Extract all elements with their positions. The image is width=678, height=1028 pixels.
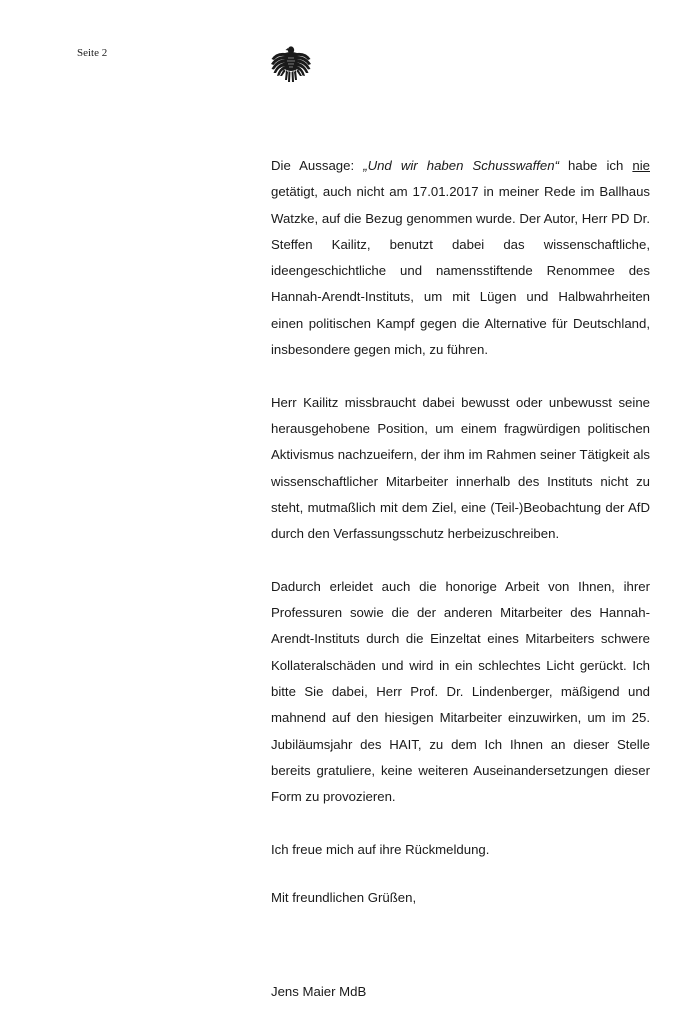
bundestag-eagle-icon (270, 45, 312, 83)
paragraph-accusation: Herr Kailitz missbraucht dabei bewusst oder unbewusst seine herausgehobene Position, um einem fragwürdigen politischen Aktivismus nachzueifern, der ihm im Rahmen seiner Tätigkeit als wissenschaftlicher Mitarbeiter innerhalb des Instituts nicht zu steht, mutmaßlich mit dem Ziel, eine (Teil-)Beobachtung der AfD durch den Verfassungsschutz herbeizuschreiben. (271, 394, 650, 542)
letter-body (271, 153, 650, 1028)
paragraph-statement (271, 153, 650, 363)
paragraph-request: Dadurch erleidet auch die honorige Arbeit von Ihnen, ihrer Professuren sowie die der anderen Mitarbeiter des Hannah-Arendt-Instituts durch die Einzeltat eines Mitarbeiters schwere Kollateralschäden und wird in ein schlechtes Licht gerückt. Ich bitte Sie dabei, Herr Prof. Dr. Lindenberger, mäßigend und mahnend auf den hiesigen Mitarbeiter einzuwirken, um im 25. Jubiläumsjahr des HAIT, zu dem Ich Ihnen an dieser Stelle bereits gratuliere, keine weiteren Auseinandersetzungen dieser Form zu provozieren. (271, 578, 650, 805)
quoted-statement: „Und wir haben Schusswaffen“ (363, 158, 559, 173)
signature: Jens Maier MdB (271, 984, 367, 1000)
underlined-word: nie (632, 158, 650, 173)
closing-line: Ich freue mich auf ihre Rückmeldung. (271, 841, 490, 857)
paragraph-statement-prefix: Die Aussage: (271, 158, 364, 173)
salutation: Mit freundlichen Grüßen, (271, 890, 417, 906)
paragraph-statement-rest: getätigt, auch nicht am 17.01.2017 in meiner Rede im Ballhaus Watzke, auf die Bezug genommen wurde. Der Autor, Herr PD Dr. Steffen Kailitz, benutzt dabei das wissenschaftliche, ideengeschichtliche und namensstiftende Renommee des Hannah-Arendt-Instituts, um mit Lügen und Halbwahrheiten einen politischen Kampf gegen die Alternative für Deutschland, insbesondere gegen mich, zu führen. (271, 184, 650, 358)
signature-space (271, 933, 650, 979)
page-label: Seite 2 (77, 47, 108, 59)
paragraph-statement-middle: habe ich (558, 158, 633, 173)
